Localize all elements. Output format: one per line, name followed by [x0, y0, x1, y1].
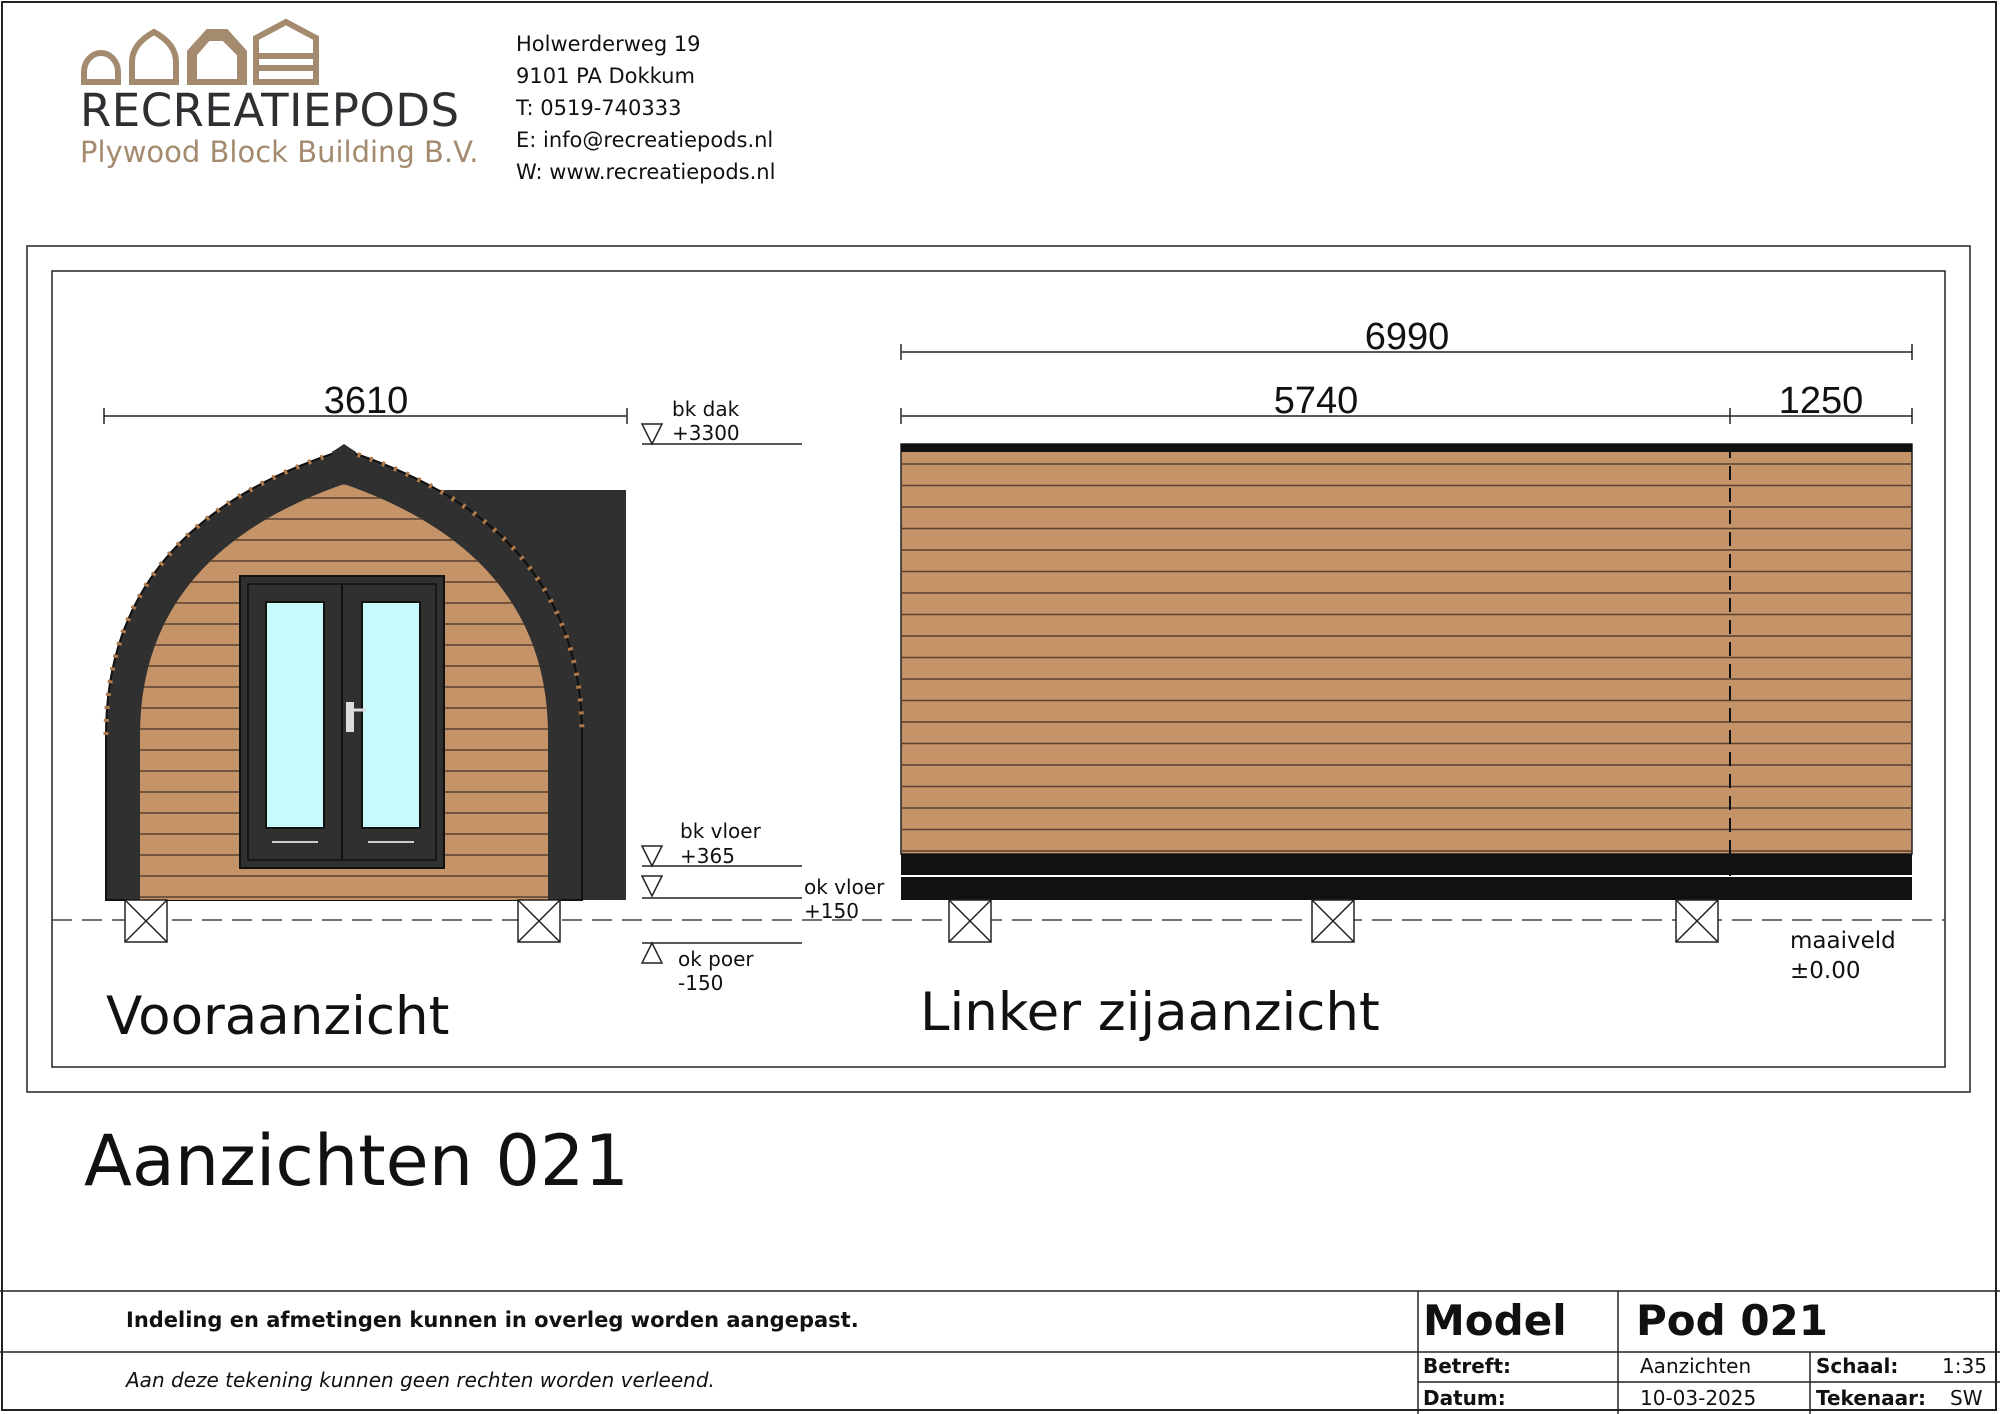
- tekenaar-label: Tekenaar:: [1816, 1386, 1926, 1410]
- address-website: W: www.recreatiepods.nl: [516, 160, 776, 184]
- datum-label: Datum:: [1423, 1386, 1506, 1410]
- front-view: [104, 380, 627, 942]
- tekenaar-value: SW: [1950, 1386, 1983, 1410]
- brand-subtitle: Plywood Block Building B.V.: [80, 135, 479, 169]
- level-bk-vloer: bk vloer: [680, 819, 761, 843]
- side-view-title: Linker zijaanzicht: [920, 982, 1380, 1043]
- brand-name: RECREATIEPODS: [80, 84, 460, 137]
- level-ok-vloer-value: +150: [804, 899, 859, 923]
- side-dimension-b: 1250: [1778, 380, 1864, 422]
- datum-value: 10-03-2025: [1640, 1386, 1757, 1410]
- side-total-dimension: 6990: [1364, 316, 1450, 358]
- front-width-label: 3610: [323, 380, 409, 422]
- level-bk-vloer-value: +365: [680, 844, 735, 868]
- address-street: Holwerderweg 19: [516, 32, 701, 56]
- schaal-label: Schaal:: [1816, 1354, 1899, 1378]
- level-ok-vloer: ok vloer: [804, 875, 885, 899]
- side-view: [901, 316, 1912, 942]
- door-glass-left: [266, 602, 324, 828]
- level-bk-dak-value: +3300: [672, 421, 740, 445]
- front-view-title: Vooraanzicht: [106, 986, 450, 1047]
- address-phone: T: 0519-740333: [516, 96, 682, 120]
- level-maaiveld: maaiveld: [1790, 928, 1896, 954]
- level-markers: [642, 424, 802, 963]
- level-maaiveld-value: ±0.00: [1790, 958, 1861, 984]
- schaal-value: 1:35: [1942, 1354, 1987, 1378]
- side-dimension-a: 5740: [1273, 380, 1359, 422]
- betreft-label: Betreft:: [1423, 1354, 1512, 1378]
- level-ok-poer-value: -150: [678, 971, 724, 995]
- level-bk-dak: bk dak: [672, 397, 740, 421]
- footer-note-disclaimer: Aan deze tekening kunnen geen rechten worden verleend.: [126, 1368, 715, 1392]
- address-email: E: info@recreatiepods.nl: [516, 128, 774, 152]
- front-foundation-posts: [125, 900, 560, 942]
- address-city: 9101 PA Dokkum: [516, 64, 695, 88]
- door-handle-icon: [346, 702, 354, 732]
- sheet-title: Aanzichten 021: [84, 1120, 629, 1202]
- model-label: Model: [1423, 1296, 1567, 1345]
- model-value: Pod 021: [1636, 1296, 1828, 1345]
- door-glass-right: [362, 602, 420, 828]
- betreft-value: Aanzichten: [1640, 1354, 1752, 1378]
- level-ok-poer: ok poer: [678, 947, 754, 971]
- side-foundation-posts: [949, 900, 1718, 942]
- footer-note-adjustable: Indeling en afmetingen kunnen in overleg worden aangepast.: [126, 1308, 859, 1332]
